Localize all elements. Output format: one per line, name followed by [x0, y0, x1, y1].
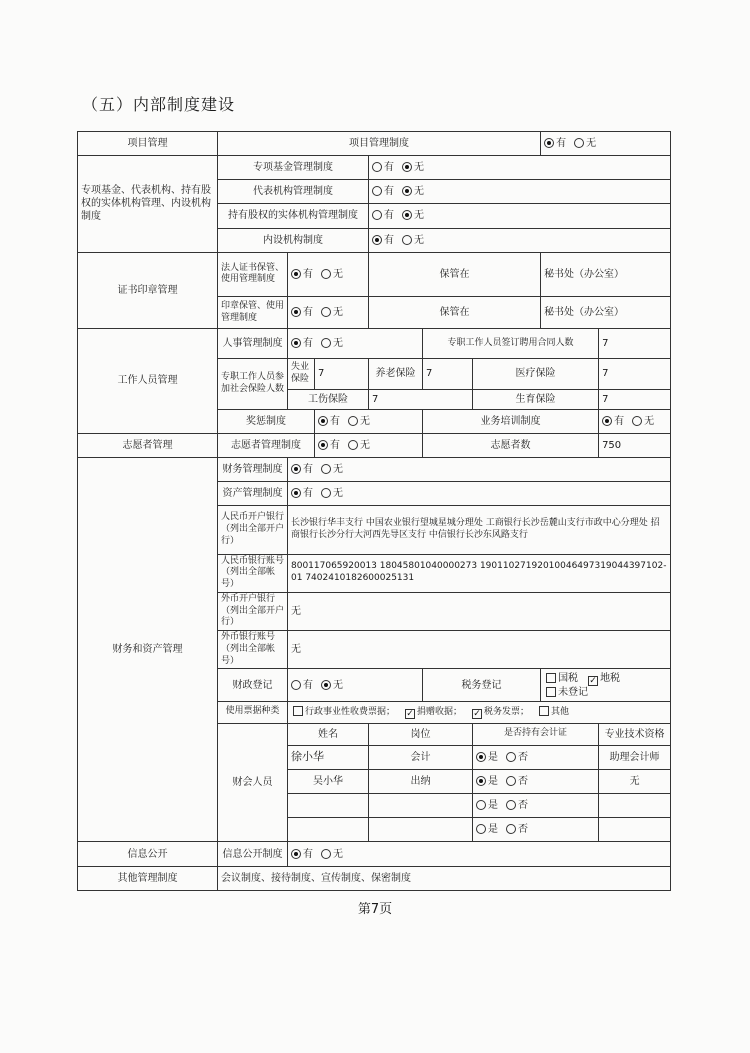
- shi-option[interactable]: [476, 752, 498, 763]
- radio-circle-icon[interactable]: [574, 138, 584, 148]
- page-number: 第7页: [357, 902, 393, 917]
- checked-box-icon[interactable]: ✓: [473, 708, 481, 719]
- no-option[interactable]: [321, 269, 343, 280]
- invoice-checkboxes[interactable]: [288, 701, 671, 723]
- shi-option[interactable]: [476, 824, 498, 835]
- staff-label: 工作人员管理: [78, 329, 218, 434]
- yes-option-label: 有: [556, 138, 567, 150]
- yes-option[interactable]: [602, 416, 624, 427]
- seal-label: 证书印章管理: [78, 252, 218, 328]
- no-option-label: 无: [333, 488, 343, 500]
- yes-option-label: 有: [384, 162, 394, 174]
- contract-label: 专职工作人员签订聘用合同人数: [423, 329, 599, 359]
- checkbox-icon[interactable]: [539, 706, 549, 716]
- radio-circle-icon[interactable]: [372, 186, 382, 196]
- project-row: [78, 132, 671, 156]
- seal-radio[interactable]: [288, 252, 369, 296]
- fin-sys-label: 财务管理制度: [218, 457, 288, 481]
- no-option[interactable]: [321, 488, 343, 499]
- seal-row-label: 法人证书保管、使用管理制度: [218, 252, 288, 296]
- keeper-value: 秘书处（办公室）: [541, 252, 671, 296]
- acct-name: [288, 794, 369, 818]
- no-option-label: 无: [414, 186, 424, 198]
- shi-option-label: 是: [488, 776, 498, 788]
- acct-name: [288, 818, 369, 842]
- acct-title: [599, 818, 671, 842]
- acct-name: 吴小华: [288, 770, 369, 794]
- no-option-label: 无: [333, 848, 343, 860]
- entity-radio[interactable]: [369, 204, 671, 228]
- entity-radio[interactable]: [369, 180, 671, 204]
- fiscal-radio[interactable]: [288, 669, 423, 701]
- radio-circle-icon[interactable]: [321, 269, 331, 279]
- unemployment-label: 失业保险: [288, 359, 315, 389]
- radio-circle-icon[interactable]: [372, 235, 382, 245]
- hr-label: 人事管理制度: [218, 329, 288, 359]
- yes-option-label: 有: [303, 679, 313, 691]
- acct-name: 徐小华: [288, 745, 369, 769]
- project-label: 项目管理: [78, 132, 218, 156]
- radio-circle-icon[interactable]: [476, 824, 486, 834]
- radio-circle-icon[interactable]: [506, 752, 516, 762]
- rmb-bank-value: 长沙银行华丰支行 中国农业银行望城星城分理处 工商银行长沙岳麓山支行市政中心分理处 招商银行长沙分行大河西先导区支行 中信银行长沙东风路支行: [288, 506, 671, 554]
- keeper-label: 保管在: [369, 252, 541, 296]
- reward-radio[interactable]: [315, 409, 423, 433]
- yes-option-label: 有: [303, 307, 313, 319]
- invoice-label: 使用票据种类: [218, 701, 288, 723]
- reward-label: 奖惩制度: [218, 409, 315, 433]
- radio-circle-icon[interactable]: [506, 800, 516, 810]
- finance-label: 财务和资产管理: [78, 457, 218, 841]
- fx-acct-label: 外币银行账号（列出全部帐号）: [218, 631, 288, 669]
- radio-circle-icon[interactable]: [602, 416, 612, 426]
- no-option-label: 无: [644, 415, 655, 427]
- checkbox-label: 其他: [551, 706, 570, 717]
- radio-circle-icon[interactable]: [348, 416, 358, 426]
- no-option-label: 无: [333, 679, 343, 691]
- acct-cert-radio[interactable]: [473, 794, 599, 818]
- no-option-label: 无: [414, 234, 424, 246]
- radio-circle-icon[interactable]: [318, 416, 328, 426]
- disclosure-sub-label: 信息公开制度: [218, 842, 288, 866]
- no-option[interactable]: [321, 464, 343, 475]
- rmb-acct-value: 800117065920013 18045801040000273 1901102719201004649731904439710201 7402410182600025131: [288, 554, 671, 592]
- radio-circle-icon[interactable]: [291, 488, 301, 498]
- radio-circle-icon[interactable]: [476, 752, 486, 762]
- radio-circle-icon[interactable]: [291, 338, 301, 348]
- yes-option[interactable]: [372, 235, 394, 246]
- radio-circle-icon[interactable]: [291, 307, 301, 317]
- project-radio[interactable]: [541, 132, 671, 156]
- tax-label: 税务登记: [423, 669, 541, 701]
- checkbox-option[interactable]: [537, 707, 569, 717]
- radio-circle-icon[interactable]: [476, 776, 486, 786]
- no-option-label: 无: [360, 439, 370, 451]
- no-option-label: 无: [360, 415, 370, 427]
- entity-row-label: 持有股权的实体机构管理制度: [218, 204, 369, 228]
- checkbox-icon[interactable]: [546, 673, 556, 683]
- no-option[interactable]: [321, 680, 343, 691]
- checkbox-option[interactable]: [291, 707, 395, 717]
- injury-value: 7: [369, 389, 473, 409]
- radio-circle-icon[interactable]: [402, 210, 412, 220]
- radio-circle-icon[interactable]: [291, 464, 301, 474]
- acct-header-post: 岗位: [369, 723, 473, 745]
- unemployment-value: 7: [315, 359, 369, 389]
- maternity-label: 生育保险: [473, 389, 599, 409]
- radio-circle-icon[interactable]: [402, 186, 412, 196]
- asset-sys-label: 资产管理制度: [218, 482, 288, 506]
- acct-post: 会计: [369, 745, 473, 769]
- acct-header-title: 专业技术资格: [599, 723, 671, 745]
- volunteer-sub-label: 志愿者管理制度: [218, 433, 315, 457]
- medical-label: 医疗保险: [473, 359, 599, 389]
- rmb-acct-label: 人民币银行账号（列出全部帐号）: [218, 554, 288, 592]
- checkbox-label: 捐赠收据；: [417, 706, 463, 717]
- checked-box-icon[interactable]: ✓: [406, 708, 414, 719]
- yes-option-label: 有: [303, 268, 313, 280]
- checkbox-option[interactable]: [586, 673, 620, 684]
- pension-label: 养老保险: [369, 359, 423, 389]
- checkbox-label: 国税: [558, 672, 579, 684]
- entity-radio[interactable]: [369, 156, 671, 180]
- radio-circle-icon[interactable]: [291, 269, 301, 279]
- fou-option-label: 否: [518, 751, 528, 763]
- fiscal-label: 财政登记: [218, 669, 288, 701]
- checkbox-label: 未登记: [558, 686, 589, 698]
- no-option[interactable]: [632, 416, 654, 427]
- yes-option[interactable]: [291, 849, 313, 860]
- yes-option-label: 有: [330, 439, 340, 451]
- insurance-label: 专职工作人员参加社会保险人数: [218, 359, 288, 409]
- keeper-label: 保管在: [369, 296, 541, 328]
- volunteer-count: 750: [599, 433, 671, 457]
- radio-circle-icon[interactable]: [372, 162, 382, 172]
- yes-option[interactable]: [291, 464, 313, 475]
- radio-circle-icon[interactable]: [402, 235, 412, 245]
- entity-row-label: 内设机构制度: [218, 228, 369, 252]
- yes-option[interactable]: [544, 138, 566, 149]
- checkbox-option[interactable]: [403, 707, 462, 717]
- radio-circle-icon[interactable]: [506, 776, 516, 786]
- disclosure-radio[interactable]: [288, 842, 671, 866]
- entity-radio[interactable]: [369, 228, 671, 252]
- entity-row-label: 代表机构管理制度: [218, 180, 369, 204]
- no-option-label: 无: [586, 138, 597, 150]
- maternity-value: 7: [599, 389, 671, 409]
- yes-option-label: 有: [303, 848, 313, 860]
- fou-option[interactable]: [506, 752, 528, 763]
- radio-circle-icon[interactable]: [372, 210, 382, 220]
- acct-title: 无: [599, 770, 671, 794]
- radio-circle-icon[interactable]: [506, 824, 516, 834]
- yes-option-label: 有: [330, 415, 340, 427]
- yes-option-label: 有: [303, 338, 313, 350]
- internal-system-table: [77, 131, 671, 891]
- no-option[interactable]: [348, 440, 370, 451]
- seal-row-label: 印章保管、使用管理制度: [218, 296, 288, 328]
- radio-circle-icon[interactable]: [476, 800, 486, 810]
- shi-option-label: 是: [488, 800, 498, 812]
- fin-sys-radio[interactable]: [288, 457, 671, 481]
- no-option[interactable]: [402, 162, 424, 173]
- no-option[interactable]: [402, 186, 424, 197]
- yes-option[interactable]: [291, 488, 313, 499]
- radio-circle-icon[interactable]: [402, 162, 412, 172]
- yes-option[interactable]: [291, 680, 313, 691]
- checkbox-label: 行政事业性收费票据；: [305, 706, 396, 717]
- radio-circle-icon[interactable]: [291, 849, 301, 859]
- fou-option-label: 否: [518, 776, 528, 788]
- acct-post: [369, 794, 473, 818]
- no-option[interactable]: [321, 849, 343, 860]
- radio-circle-icon[interactable]: [321, 488, 331, 498]
- radio-circle-icon[interactable]: [321, 307, 331, 317]
- volunteer-radio[interactable]: [315, 433, 423, 457]
- radio-circle-icon[interactable]: [318, 440, 328, 450]
- radio-circle-icon[interactable]: [321, 849, 331, 859]
- no-option-label: 无: [333, 307, 343, 319]
- acct-cert-radio[interactable]: [473, 770, 599, 794]
- no-option-label: 无: [414, 162, 424, 174]
- fou-option-label: 否: [518, 824, 528, 836]
- yes-option[interactable]: [291, 307, 313, 318]
- fx-bank-label: 外币开户银行（列出全部开户行）: [218, 592, 288, 630]
- yes-option[interactable]: [291, 269, 313, 280]
- asset-sys-radio[interactable]: [288, 482, 671, 506]
- section-title: （五）内部制度建设: [82, 95, 236, 114]
- yes-option-label: 有: [384, 210, 394, 222]
- acct-post: [369, 818, 473, 842]
- entity-label: 专项基金、代表机构、持有股权的实体机构管理、内设机构制度: [78, 156, 218, 253]
- no-option[interactable]: [574, 138, 596, 149]
- checkbox-icon[interactable]: [293, 706, 303, 716]
- no-option[interactable]: [321, 307, 343, 318]
- radio-circle-icon[interactable]: [348, 440, 358, 450]
- no-option-label: 无: [414, 210, 424, 222]
- shi-option[interactable]: [476, 800, 498, 811]
- radio-circle-icon[interactable]: [321, 464, 331, 474]
- seal-radio[interactable]: [288, 296, 369, 328]
- checkbox-label: 地税: [600, 672, 621, 684]
- yes-option-label: 有: [384, 234, 394, 246]
- other-value: 会议制度、接待制度、宣传制度、保密制度: [218, 866, 671, 890]
- yes-option[interactable]: [372, 210, 394, 221]
- fx-acct-value: 无: [288, 631, 671, 669]
- training-label: 业务培训制度: [423, 409, 599, 433]
- tax-checkboxes[interactable]: [541, 669, 671, 701]
- rmb-bank-label: 人民币开户银行（列出全部开户行）: [218, 506, 288, 554]
- radio-circle-icon[interactable]: [544, 138, 554, 148]
- yes-option[interactable]: [318, 440, 340, 451]
- acct-cert-radio[interactable]: [473, 818, 599, 842]
- pension-value: 7: [423, 359, 473, 389]
- yes-option-label: 有: [303, 464, 313, 476]
- shi-option-label: 是: [488, 751, 498, 763]
- radio-circle-icon[interactable]: [632, 416, 642, 426]
- yes-option-label: 有: [384, 186, 394, 198]
- acct-title: 助理会计师: [599, 745, 671, 769]
- medical-value: 7: [599, 359, 671, 389]
- checkbox-option[interactable]: [544, 687, 588, 698]
- fou-option-label: 否: [518, 800, 528, 812]
- training-radio[interactable]: [599, 409, 671, 433]
- radio-circle-icon[interactable]: [291, 680, 301, 690]
- other-label: 其他管理制度: [78, 866, 218, 890]
- acct-title: [599, 794, 671, 818]
- volunteer-label: 志愿者管理: [78, 433, 218, 457]
- yes-option-label: 有: [614, 415, 625, 427]
- disclosure-label: 信息公开: [78, 842, 218, 866]
- fou-option[interactable]: [506, 776, 528, 787]
- checkbox-icon[interactable]: [546, 687, 556, 697]
- acct-header-name: 姓名: [288, 723, 369, 745]
- no-option[interactable]: [402, 210, 424, 221]
- yes-option-label: 有: [303, 488, 313, 500]
- yes-option[interactable]: [291, 338, 313, 349]
- radio-circle-icon[interactable]: [321, 338, 331, 348]
- no-option-label: 无: [333, 268, 343, 280]
- project-sub-label: 项目管理制度: [218, 132, 541, 156]
- yes-option[interactable]: [372, 162, 394, 173]
- no-option-label: 无: [333, 464, 343, 476]
- fou-option[interactable]: [506, 824, 528, 835]
- radio-circle-icon[interactable]: [321, 680, 331, 690]
- contract-value: 7: [599, 329, 671, 359]
- no-option[interactable]: [402, 235, 424, 246]
- no-option-label: 无: [333, 338, 343, 350]
- shi-option[interactable]: [476, 776, 498, 787]
- no-option[interactable]: [348, 416, 370, 427]
- acct-staff-label: 财会人员: [218, 723, 288, 842]
- fou-option[interactable]: [506, 800, 528, 811]
- fx-bank-value: 无: [288, 592, 671, 630]
- checkbox-option[interactable]: [470, 707, 529, 717]
- acct-post: 出纳: [369, 770, 473, 794]
- checked-box-icon[interactable]: ✓: [589, 675, 597, 686]
- keeper-value: 秘书处（办公室）: [541, 296, 671, 328]
- hr-radio[interactable]: [288, 329, 423, 359]
- volunteer-count-label: 志愿者数: [423, 433, 599, 457]
- acct-cert-radio[interactable]: [473, 745, 599, 769]
- yes-option[interactable]: [372, 186, 394, 197]
- shi-option-label: 是: [488, 824, 498, 836]
- injury-label: 工伤保险: [288, 389, 369, 409]
- acct-header-cert: 是否持有会计证: [473, 723, 599, 745]
- checkbox-option[interactable]: [544, 673, 578, 684]
- yes-option[interactable]: [318, 416, 340, 427]
- no-option[interactable]: [321, 338, 343, 349]
- checkbox-label: 税务发票；: [484, 706, 530, 717]
- entity-row-label: 专项基金管理制度: [218, 156, 369, 180]
